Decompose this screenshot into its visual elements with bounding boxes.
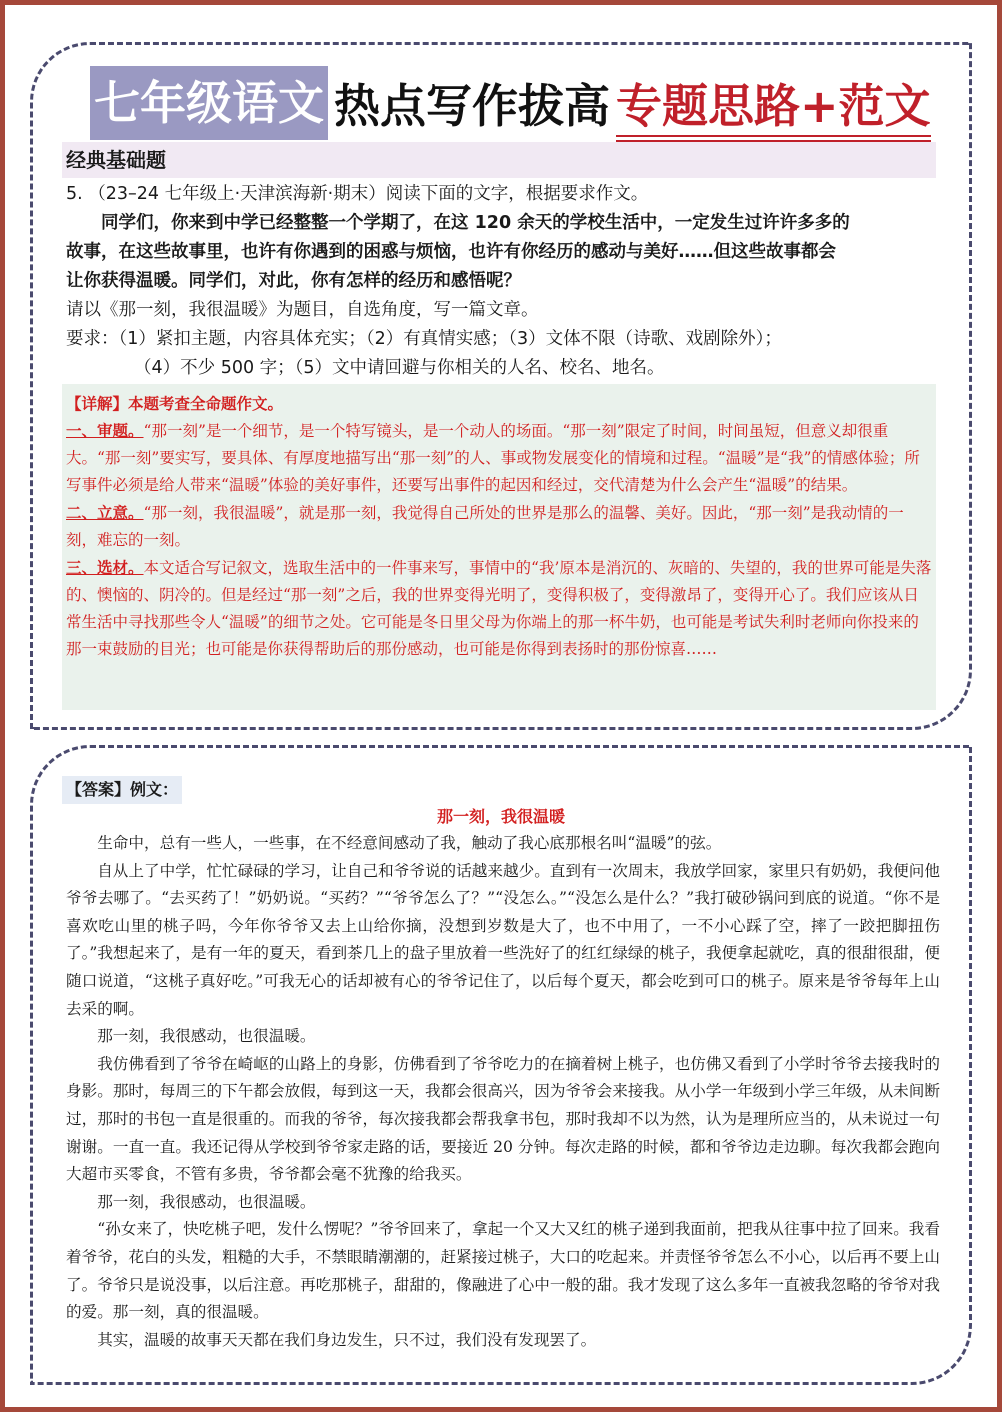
essay-paragraph: 那一刻，我很感动，也很温暖。 [97,1027,316,1046]
question-prompt [66,209,940,296]
analysis-text: 本文适合写记叙文，选取生活中的一件事来写，事情中的“我’原本是消沉的、灰暗的、失望的，我的世界可能是失落的、懊恼的、阴冷的。但是经过“那一刻”之后，我的世界变得光明了，变得积极了，变得激昂了，变得开心了。我们应该从日常生活中寻找那些令人“温暖”的细节之处。它可能是冬日里父母为你端上的那一杯牛奶，也可能是考试失利时老师向你投来的那一束鼓励的目光；也可能是你获得帮助后的那份感动，也可能是你得到表扬时的那份惊喜…… [66,559,932,658]
analysis-text: “那一刻”是一个细节，是一个特写镜头，是一个动人的场面。“那一刻”限定了时间，时间虽短，但意义却很重大。“那一刻”要实写，要具体、有厚度地描写出“那一刻”的人、事或物发展变化的情境和过程。“温暖”是“我”的情感体验；所写事件必须是给人带来“温暖”体验的美好事件，还要写出事件的起因和经过，交代清楚为什么会产生“温暖”的结果。 [66,422,920,494]
essay-paragraph: 我仿佛看到了爷爷在崎岖的山路上的身影，仿佛看到了爷爷吃力的在摘着树上桃子，也仿佛又看到了小学时爷爷去接我时的身影。那时，每周三的下午都会放假，每到这一天，我都会很高兴，因为爷爷会来接我。从小学一年级到小学三年级，从未间断过，那时的书包一直是很重的。而我的爷爷，每次接我都会帮我拿书包，那时我却不以为然，认为是理所应当的，从未说过一句谢谢。一直一直。我还记得从学校到爷爷家走路的话，要接近 20 分钟。每次走路的时候，都和爷爷边走边聊。每次我都会跑向大超市买零食，不管有多贵，爷爷都会毫不犹豫的给我买。 [66,1054,940,1184]
requirement-line: 要求：（1）紧扣主题，内容具体充实；（2）有真情实感；（3）文体不限（诗歌、戏剧除外）； [66,329,782,349]
analysis-text: “那一刻，我很温暖”，就是那一刻，我觉得自己所处的世界是那么的温馨、美好。因此，“那一刻”是我动情的一刻，难忘的一刻。 [66,504,904,549]
analysis-box [62,384,936,710]
title-topic: 热点写作拔高 [334,79,610,133]
page-title [90,66,931,140]
title-grade: 七年级语文 [90,66,328,140]
essay-paragraph: 其实，温暖的故事天天都在我们身边发生，只不过，我们没有发现罢了。 [97,1330,597,1349]
essay-title: 那一刻，我很温暖 [436,807,565,826]
analysis-heading: 三、选材。 [66,558,144,577]
requirement-line: （4）不少 500 字；（5）文中请回避与你相关的人名、校名、地名。 [134,358,665,378]
analysis-paragraph [66,417,934,499]
prompt-line: 故事，在这些故事里，也许有你遇到的困惑与烦恼，也许有你经历的感动与美好……但这些故事都会 [66,242,836,262]
question-source [66,180,940,209]
essay-paragraph: “孙女来了，快吃桃子吧，发什么愣呢？”爷爷回来了，拿起一个又大又红的桃子递到我面前，把我从往事中拉了回来。我看着爷爷，花白的头发，粗糙的大手，不禁眼睛潮潮的，赶紧接过桃子，大口的吃起来。并责怪爷爷怎么不小心，以后再不要上山了。爷爷只是说没事，以后注意。再吃那桃子，甜甜的，像融进了心中一般的甜。我才发现了这么多年一直被我忽略的爷爷对我的爱。那一刻，真的很温暖。 [66,1220,940,1322]
title-highlight: 专题思路+范文 [616,70,931,136]
essay-body [66,830,940,1354]
question-requirements [66,296,940,383]
section-heading: 经典基础题 [62,142,936,178]
analysis-paragraph [66,554,934,663]
question-line: 5. （23–24 七年级上·天津滨海新·期末）阅读下面的文字，根据要求作文。 [66,184,649,204]
instruction-line: 请以《那一刻，我很温暖》为题目，自选角度，写一篇文章。 [66,300,539,320]
essay-paragraph: 生命中，总有一些人，一些事，在不经意间感动了我，触动了我心底那根名叫“温暖”的弦。 [97,834,722,852]
analysis-heading: 二、立意。 [66,503,144,522]
prompt-line: 同学们，你来到中学已经整整一个学期了，在这 120 余天的学校生活中，一定发生过许许多多的 [101,213,850,233]
analysis-intro: 【详解】本题考查全命题作文。 [66,394,284,413]
analysis-heading: 一、审题。 [66,421,144,440]
essay-paragraph: 自从上了中学，忙忙碌碌的学习，让自己和爷爷说的话越来越少。直到有一次周末，我放学回家，家里只有奶奶，我便问他爷爷去哪了。“去买药了！”奶奶说。“买药？”“爷爷怎么了？”“没怎么。”“没怎么是什么？”我打破砂锅问到底的说道。“你不是喜欢吃山里的桃子吗，今年你爷爷又去上山给你摘，没想到岁数是大了，也不中用了，一不小心踩了空，摔了一跤把脚扭伤了。”我想起来了，是有一年的夏天，看到茶几上的盘子里放着一些洗好了的红红绿绿的桃子，我便拿起就吃，真的很甜很甜，便随口说道，“这桃子真好吃。”可我无心的话却被有心的爷爷记住了，以后每个夏天，都会吃到可口的桃子。原来是爷爷每年上山去采的啊。 [66,861,940,1018]
essay-paragraph: 那一刻，我很感动，也很温暖。 [97,1192,316,1211]
answer-tag: 【答案】例文： [62,776,182,804]
prompt-line: 让你获得温暖。同学们，对此，你有怎样的经历和感悟呢？ [66,271,521,291]
analysis-paragraph [66,499,934,554]
